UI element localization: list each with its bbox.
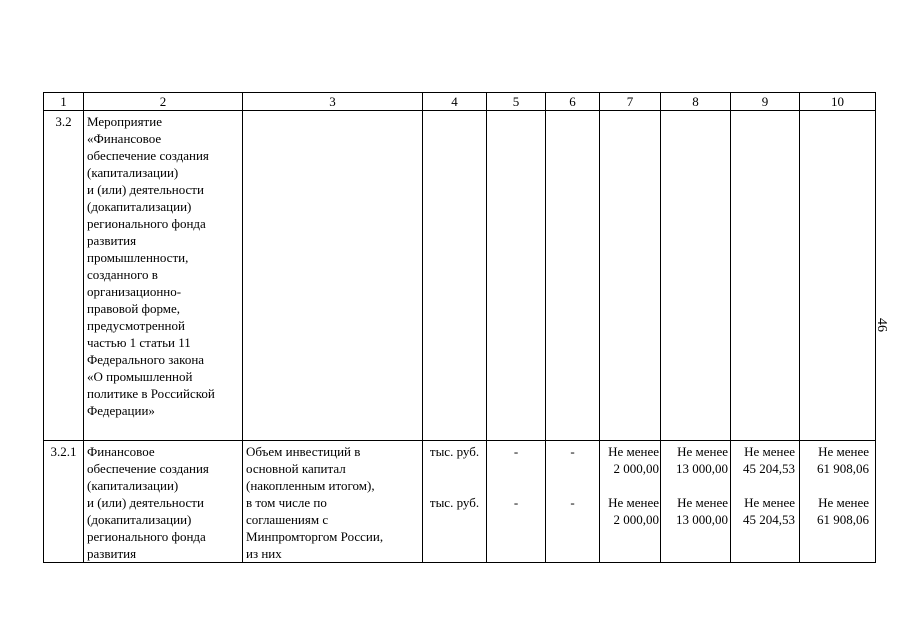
header-cell: 1 [44,93,84,111]
column-number-header [44,93,876,111]
header-cell: 4 [423,93,487,111]
value-cell [487,441,546,563]
value-cell [731,441,800,563]
empty-cell [546,111,600,441]
measure-name: Финансовое обеспечение создания (капитализации) и (или) деятельности (докапитализации) регионального фонда развития [84,441,243,563]
row-number: 3.2 [44,111,84,441]
value: - [570,444,575,459]
value: - [513,495,519,510]
header-cell: 10 [800,93,876,111]
value-cell [546,441,600,563]
empty-cell [487,111,546,441]
empty-cell [800,111,876,441]
value: - [513,444,519,459]
value: Не менее 61 908,06 [817,495,869,527]
value-cell [661,441,731,563]
table-row-3-2-1 [44,441,876,563]
empty-cell [661,111,731,441]
header-cell: 6 [546,93,600,111]
indicators-table [43,92,876,563]
page-number: 46 [874,318,889,332]
empty-cell [731,111,800,441]
header-cell: 9 [731,93,800,111]
value: Не менее 61 908,06 [817,444,869,476]
unit-value: тыс. руб. [429,444,480,459]
value: - [570,495,575,510]
header-cell: 7 [600,93,661,111]
value-cell [800,441,876,563]
header-cell: 8 [661,93,731,111]
empty-cell [423,111,487,441]
value: Не менее 2 000,00 [608,495,659,527]
value: Не менее 45 204,53 [743,495,795,527]
row-number: 3.2.1 [44,441,84,563]
header-cell: 2 [84,93,243,111]
header-cell: 3 [243,93,423,111]
value-cell [600,441,661,563]
table-row-3-2 [44,111,876,441]
empty-cell [243,111,423,441]
value: Не менее 13 000,00 [676,495,728,527]
unit-cell [423,441,487,563]
header-cell: 5 [487,93,546,111]
value: Не менее 2 000,00 [608,444,659,476]
measure-name: Мероприятие «Финансовое обеспечение создания (капитализации) и (или) деятельности (докапитализации) регионального фонда развития промышленности, созданного в организационно- правовой форме, предусмотренной частью 1 статьи 11 Федерального закона «О промышленной политике в Российской Федерации» [84,111,243,441]
value: Не менее 45 204,53 [743,444,795,476]
indicator-name: Объем инвестиций в основной капитал (накопленным итогом), в том числе по соглашениям с Минпромторгом России, из них [243,441,423,563]
value: Не менее 13 000,00 [676,444,728,476]
empty-cell [600,111,661,441]
unit-value: тыс. руб. [429,495,480,510]
